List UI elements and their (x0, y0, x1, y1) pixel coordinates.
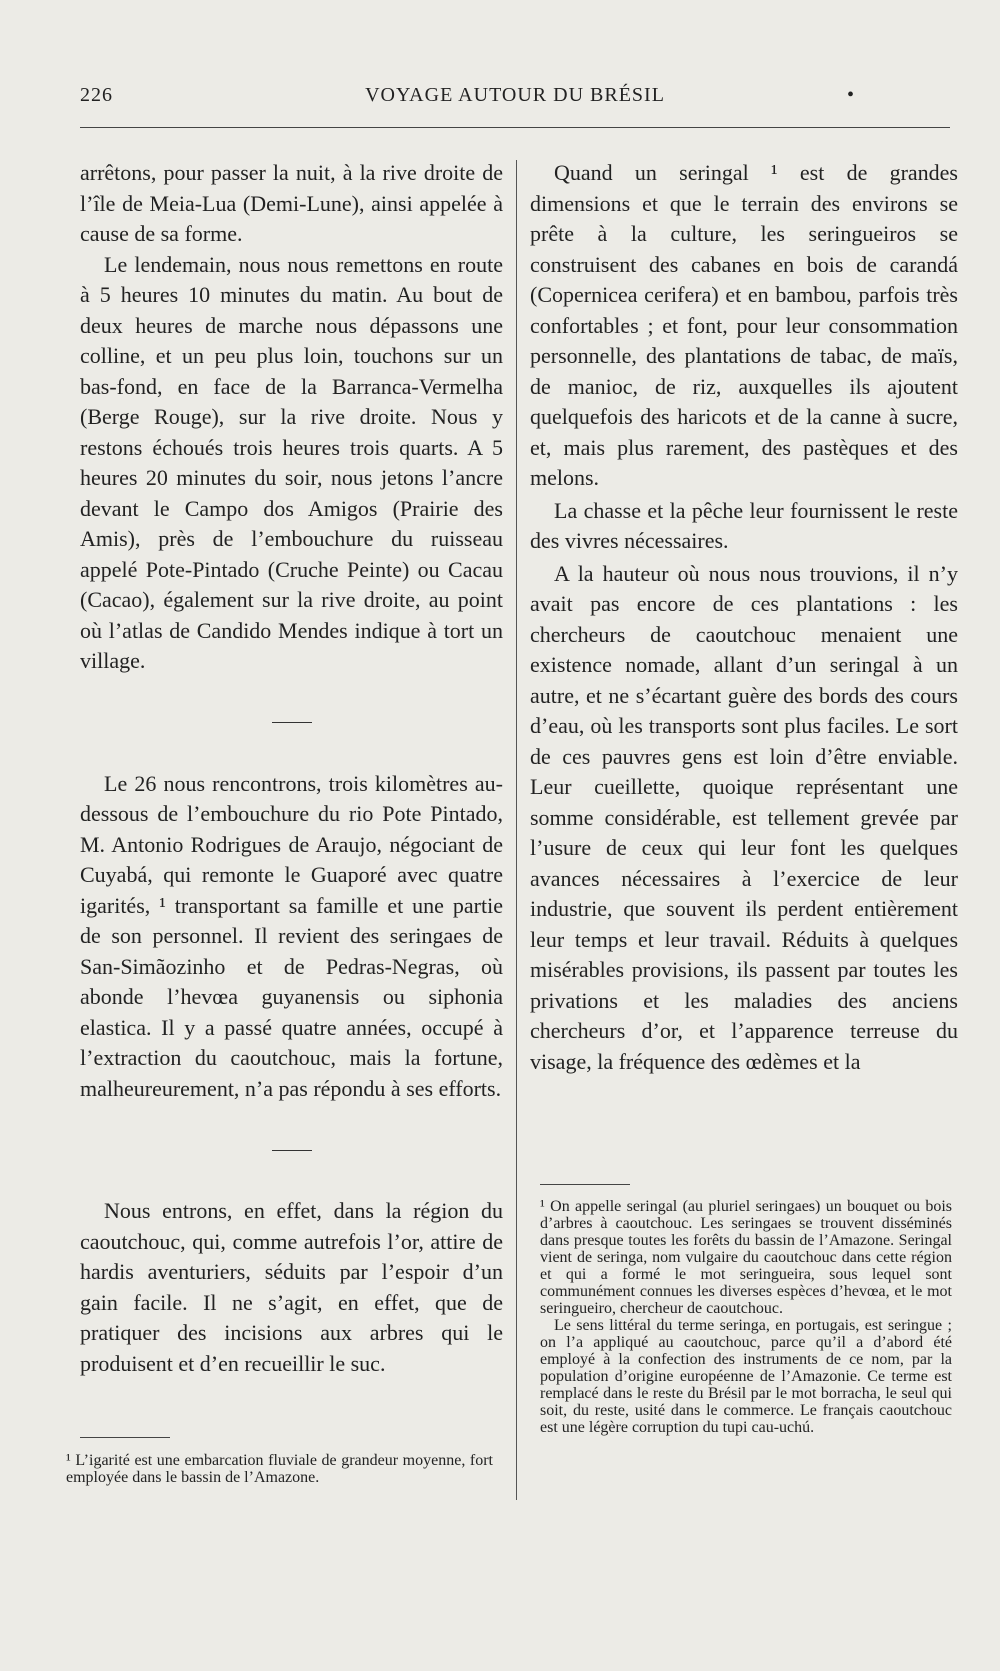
column-divider (516, 160, 517, 1500)
right-paragraph-3: A la hauteur où nous nous trouvions, il n’y avait pas encore de ces plantations : les chercheurs de caoutchouc menaient une existence nomade, allant d’un seringal à un autre, et ne s’écartant guère des bords des cours d’eau, où les transports sont plus faciles. Le sort de ces pauvres gens est loin d’être enviable. Leur cueillette, quoique représentant une somme considérable, est tellement grevée par l’usure de ceux qui leur font les quelques avances nécessaires à l’exercice de leur industrie, que souvent ils perdent entièrement leur temps et leur travail. Réduits à quelques misérables provisions, ils passent par toutes les privations et les maladies des anciens chercheurs d’or, et l’apparence terreuse du visage, la fréquence des œdèmes et la (530, 560, 958, 1074)
footnote-left (66, 1452, 493, 1486)
section-separator-2 (80, 1104, 503, 1196)
left-column (80, 158, 503, 1379)
footnote-left-text: ¹ L’igarité est une embarcation fluviale de grandeur moyenne, fort employée dans le bassin de l’Amazone. (66, 1452, 493, 1486)
page-number: 226 (80, 84, 113, 106)
footnote-rule-right (540, 1184, 630, 1185)
header-mark: • (846, 84, 855, 106)
left-paragraph-3: Le 26 nous rencontrons, trois kilomètres au-dessous de l’embouchure du rio Pote Pintado, M. Antonio Rodrigues de Araujo, négociant de Cuyabá, qui remonte le Guaporé avec quatre igarités, ¹ transportant sa famille et une partie de son personnel. Il revient des seringaes de San-Simãozinho et de Pedras-Negras, où abonde l’hevœa guyanensis ou siphonia elastica. Il y a passé quatre années, occupé à l’extraction du caoutchouc, mais la fortune, malheureurement, n’a pas répondu à ses efforts. (80, 770, 503, 1101)
left-paragraph-4: Nous entrons, en effet, dans la région du caoutchouc, qui, comme autrefois l’or, attire de hardis aventuriers, séduits par l’espoir d’un gain facile. Il ne s’agit, en effet, que de pratiquer des incisions aux arbres qui le produisent et d’en recueillir le suc. (80, 1198, 503, 1376)
footnote-rule-left (80, 1437, 170, 1438)
footnote-right (540, 1198, 952, 1436)
right-column (530, 158, 958, 1077)
right-paragraph-2: La chasse et la pêche leur fournissent le reste des vivres nécessaires. (530, 497, 958, 553)
footnote-right-paragraph-1: ¹ On appelle seringal (au pluriel seringaes) un bouquet ou bois d’arbres à caoutchouc. Les seringaes se trouvent disséminés dans presque toutes les forêts du bassin de l’Amazone. Seringal vient de seringa, nom vulgaire du caoutchouc dans cette région et qui a formé le mot seringueira, sous lequel sont communément connues les diverses espèces d’hevœa, et le mot seringueiro, chercheur de caoutchouc. (540, 1198, 952, 1317)
left-paragraph-1: arrêtons, pour passer la nuit, à la rive droite de l’île de Meia-Lua (Demi-Lune), ainsi appelée à cause de sa forme. (80, 160, 503, 246)
left-paragraph-2: Le lendemain, nous nous remettons en route à 5 heures 10 minutes du matin. Au bout de deux heures de marche nous dépassons une colline, et un peu plus loin, touchons sur un bas-fond, en face de la Barranca-Vermelha (Berge Rouge), sur la rive droite. Nous y restons échoués trois heures trois quarts. A 5 heures 20 minutes du soir, nous jetons l’ancre devant le Campo dos Amigos (Prairie des Amis), près de l’embouchure du ruisseau appelé Pote-Pintado (Cruche Peinte) ou Cacau (Cacao), également sur la rive droite, au point où l’atlas de Candido Mendes indique à tort un village. (80, 251, 503, 673)
running-head (80, 84, 950, 114)
header-rule (80, 127, 950, 128)
footnote-right-paragraph-2: Le sens littéral du terme seringa, en portugais, est seringue ; on l’a appliqué au caoutchouc, parce qu’il a d’abord été employé à la confection des instruments de ce nom, par la population d’origine européenne de l’Amazonie. Ce terme est remplacé dans le reste du Brésil par le mot borracha, le seul qui soit, du reste, usité dans le commerce. Le français caoutchouc est une légère corruption du tupi cau-uchú. (540, 1317, 952, 1436)
running-title: VOYAGE AUTOUR DU BRÉSIL (365, 84, 665, 106)
section-separator-1 (80, 677, 503, 769)
right-paragraph-1: Quand un seringal ¹ est de grandes dimensions et que le terrain des environs se prête à la culture, les seringueiros se construisent des cabanes en bois de carandá (Copernicea cerifera) et en bambou, parfois très confortables ; et font, pour leur consommation personnelle, des plantations de tabac, de maïs, de manioc, de riz, auxquelles ils ajoutent quelquefois des haricots et de la canne à sucre, et, mais plus rarement, des pastèques et des melons. (530, 160, 958, 490)
